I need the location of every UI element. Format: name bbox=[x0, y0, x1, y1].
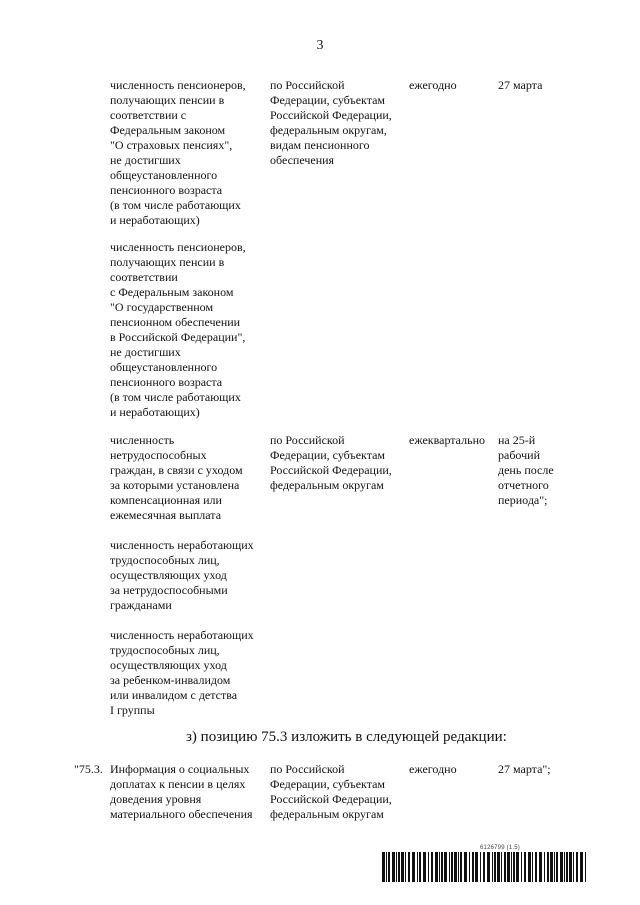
indicator-social-supplements: Информация о социальных доплатах к пенсии в целях доведения уровня материального обеспечения bbox=[110, 762, 253, 821]
indicator-disabled-citizens: численность нетрудоспособных граждан, в связи с уходом за которыми установлена компенсационная или ежемесячная выплата bbox=[110, 433, 243, 522]
frequency-block2: ежеквартально bbox=[409, 433, 485, 447]
page-number: 3 bbox=[316, 38, 324, 53]
indicator-caregivers-children: численность неработающих трудоспособных лиц, осуществляющих уход за ребенком-инвалидом или инвалидом с детства I группы bbox=[110, 628, 254, 717]
breakdown-block3: по Российской Федерации, субъектам Российской Федерации, федеральным округам bbox=[270, 762, 392, 821]
breakdown-block2: по Российской Федерации, субъектам Российской Федерации, федеральным округам bbox=[270, 433, 392, 492]
barcode-number: 6126799 (1.5) bbox=[480, 845, 520, 851]
indicator-pensioners-state: численность пенсионеров, получающих пенсии в соответствии с Федеральным законом "О государственном пенсионном обеспечении в Российской Федерации", не достигших общеустановленного пенсионного возраста (в том числе работающих и неработающих) bbox=[110, 240, 246, 419]
indicator-pensioners-insurance: численность пенсионеров, получающих пенсии в соответствии с Федеральным законом "О страховых пенсиях", не достигших общеустановленного пенсионного возраста (в том числе работающих и неработающих) bbox=[110, 78, 246, 227]
barcode-image bbox=[382, 852, 589, 882]
position-number: "75.3. bbox=[74, 762, 103, 776]
deadline-block3: 27 марта"; bbox=[498, 762, 551, 776]
deadline-block1: 27 марта bbox=[498, 78, 543, 92]
deadline-block2: на 25-й рабочий день после отчетного периода"; bbox=[498, 433, 554, 507]
breakdown-block1: по Российской Федерации, субъектам Российской Федерации, федеральным округам, видам пенсионного обеспечения bbox=[270, 78, 392, 167]
frequency-block1: ежегодно bbox=[409, 78, 457, 92]
section-heading: з) позицию 75.3 изложить в следующей редакции: bbox=[186, 729, 507, 745]
frequency-block3: ежегодно bbox=[409, 762, 457, 776]
indicator-caregivers-disabled: численность неработающих трудоспособных лиц, осуществляющих уход за нетрудоспособными гражданами bbox=[110, 538, 254, 612]
